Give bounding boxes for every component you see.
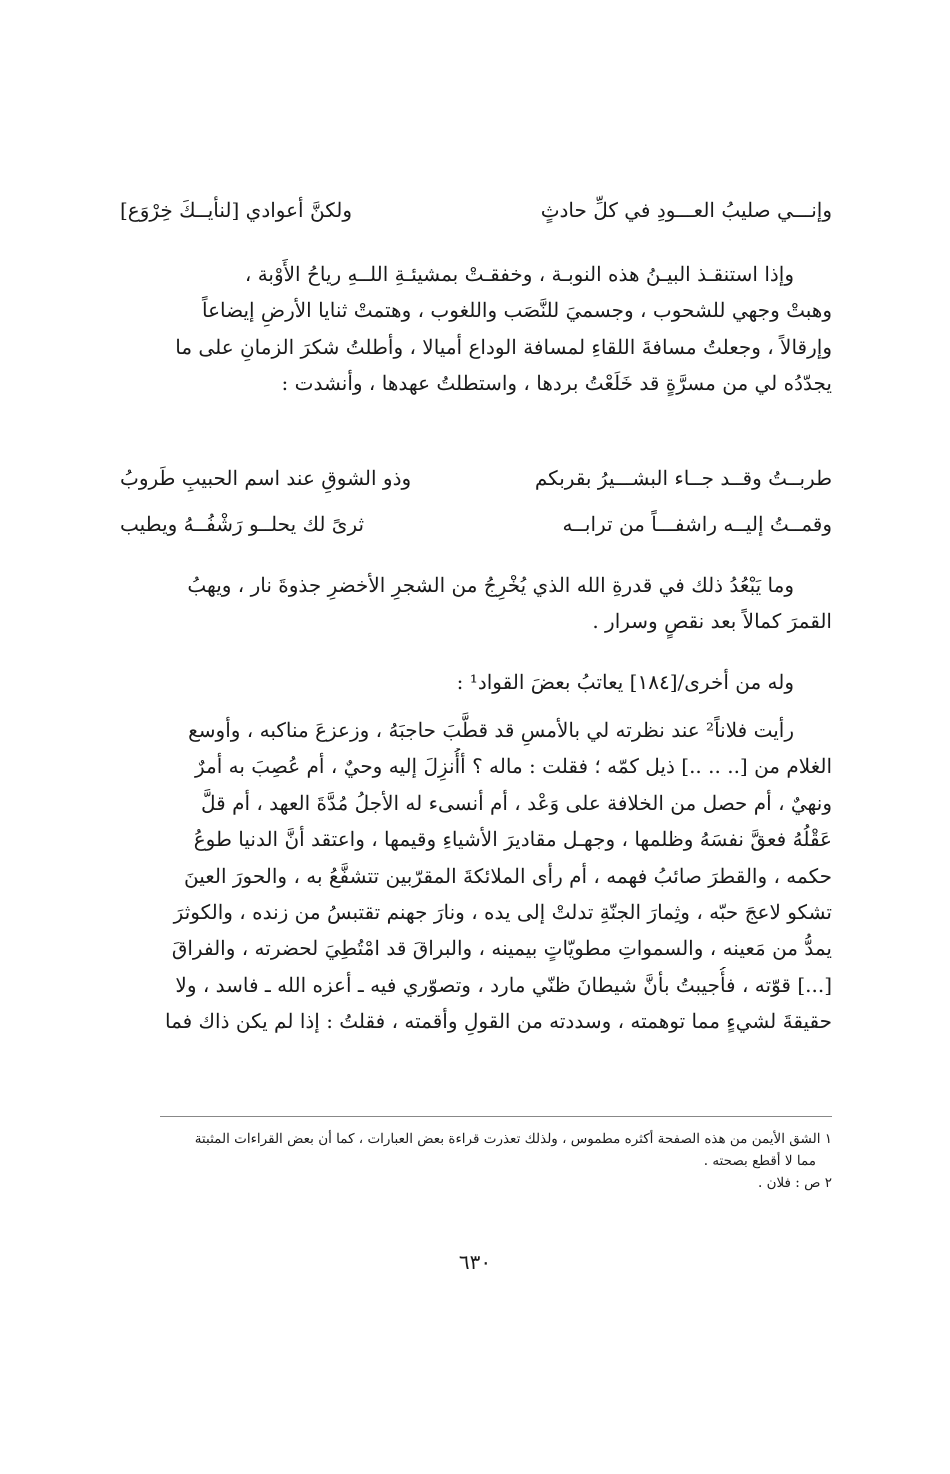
footnote-1: ١ الشق الأيمن من هذه الصفحة أكثره مطموس ، ولذلك تعذرت قراءة بعض العبارات ، كما أن بعض القراءات المثبتة <box>194 1131 832 1147</box>
text-line: حكمه ، والقطرَ صائبُ فهمه ، أم رأى الملائكةَ المقرّبين تتشفَّعُ به ، والحورَ العينَ <box>183 863 832 888</box>
verse-first-half: وإنـــي صليبُ العـــودِ في كلِّ حادثٍ <box>540 198 832 222</box>
footnotes <box>140 1128 832 1194</box>
verse-line <box>120 460 832 496</box>
text-line: القمرَ كمالاً بعد نقصٍ وسرار . <box>592 609 832 634</box>
verse-first-half: طربــتُ وقــد جــاء البشـــيرُ بقربكم <box>534 466 832 490</box>
page-number: ٦٣٠ <box>458 1250 492 1274</box>
verse-line <box>120 192 832 228</box>
section-heading: وله من أخرى/[١٨٤] يعاتبُ بعضَ القواد¹ : <box>456 670 794 694</box>
text-line: يمدُّ من مَعينه ، والسمواتِ مطويّاتٍ بيمينه ، والبراقَ قد امْتُطِيَ لحضرته ، والفراقَ <box>171 936 832 961</box>
text-line: وإذا استنقـذ البيـنُ هذه النوبـة ، وخفقـتْ بمشيئـةِ اللــهِ رياحُ الأَوْبة ، <box>244 262 794 286</box>
footnote-2: ٢ ص : فلان . <box>757 1175 832 1191</box>
text-line: تشكو لاعجَ حبّه ، وثِمارَ الجنّةِ تدلتْ إلى يده ، ونارَ جهنم تقتبسُ من زنده ، والكوثرَ <box>173 900 832 925</box>
text-line: رأيت فلاناً² عند نظرته لي بالأمسِ قد قطَّبَ حاجبَهُ ، وزعزعَ مناكبه ، وأوسع <box>188 718 794 742</box>
paragraph-3 <box>118 712 832 1040</box>
verse-second-half: ولكنَّ أعوادي [لنأيــكَ خِرْوَع] <box>120 198 352 222</box>
text-line: ونهيٌ ، أم حصل من الخلافة على وَعْد ، أم أنسىء له الأجلُ مُدَّةَ العهد ، أم قلَّ <box>201 790 832 815</box>
text-line: وما يَبْعُدُ ذلك في قدرةِ الله الذي يُخْرِجُ من الشجرِ الأخضرِ جذوةَ نار ، ويهبُ <box>187 573 794 597</box>
paragraph-2 <box>118 567 832 640</box>
text-line: عَقْلُهُ فعقَّ نفسَهُ وظلمها ، وجهـل مقاديرَ الأشياءِ وقيمها ، واعتقد أنَّ الدنيا طوعُ <box>193 827 832 852</box>
text-line: وهبتْ وجهي للشحوب ، وجسميَ للنَّصَب واللغوب ، وهتمتْ ثنايا الأرضِ إيضاعاً <box>201 298 832 323</box>
footnote-1-continued: مما لا أقطع بصحته . <box>703 1153 816 1169</box>
text-line: يجدّدُه لي من مسرَّةٍ قد خَلَعْتُ بردها ، واستطلتُ عهدها ، وأنشدت : <box>281 371 832 396</box>
text-line: حقيقةَ لشيءٍ مما توهمته ، وسددته من القولِ وأقمته ، فقلتُ : إذا لم يكن ذاك فما <box>164 1009 832 1034</box>
verse-second-half: ثرىً لك يحلــو رَشْفُــهُ ويطيب <box>120 512 365 536</box>
verse-second-half: وذو الشوقِ عند اسم الحبيبِ طَروبُ <box>120 466 412 490</box>
text-line: [...] قوّته ، فأُجيبتُ بأنَّ شيطانَ ظنّي مارد ، وتصوّري فيه ـ أعزه الله ـ فاسد ، ولا <box>175 972 832 997</box>
verse-line <box>120 506 832 542</box>
verse-first-half: وقمــتُ إليــه راشفـــاً من ترابــه <box>562 512 832 536</box>
paragraph-1 <box>118 256 832 402</box>
text-line: وإرقالاً ، وجعلتُ مسافةَ اللقاءِ لمسافة الوداع أميالا ، وأطلتُ شكرَ الزمانِ على ما <box>175 334 832 359</box>
text-line: الغلام من [.. .. ..] ذيل كمّه ؛ فقلت : ماله ؟ أأُنزِلَ إليه وحيٌ ، أم عُصِبَ به أمرٌ <box>194 754 832 779</box>
footnote-rule <box>160 1116 832 1117</box>
